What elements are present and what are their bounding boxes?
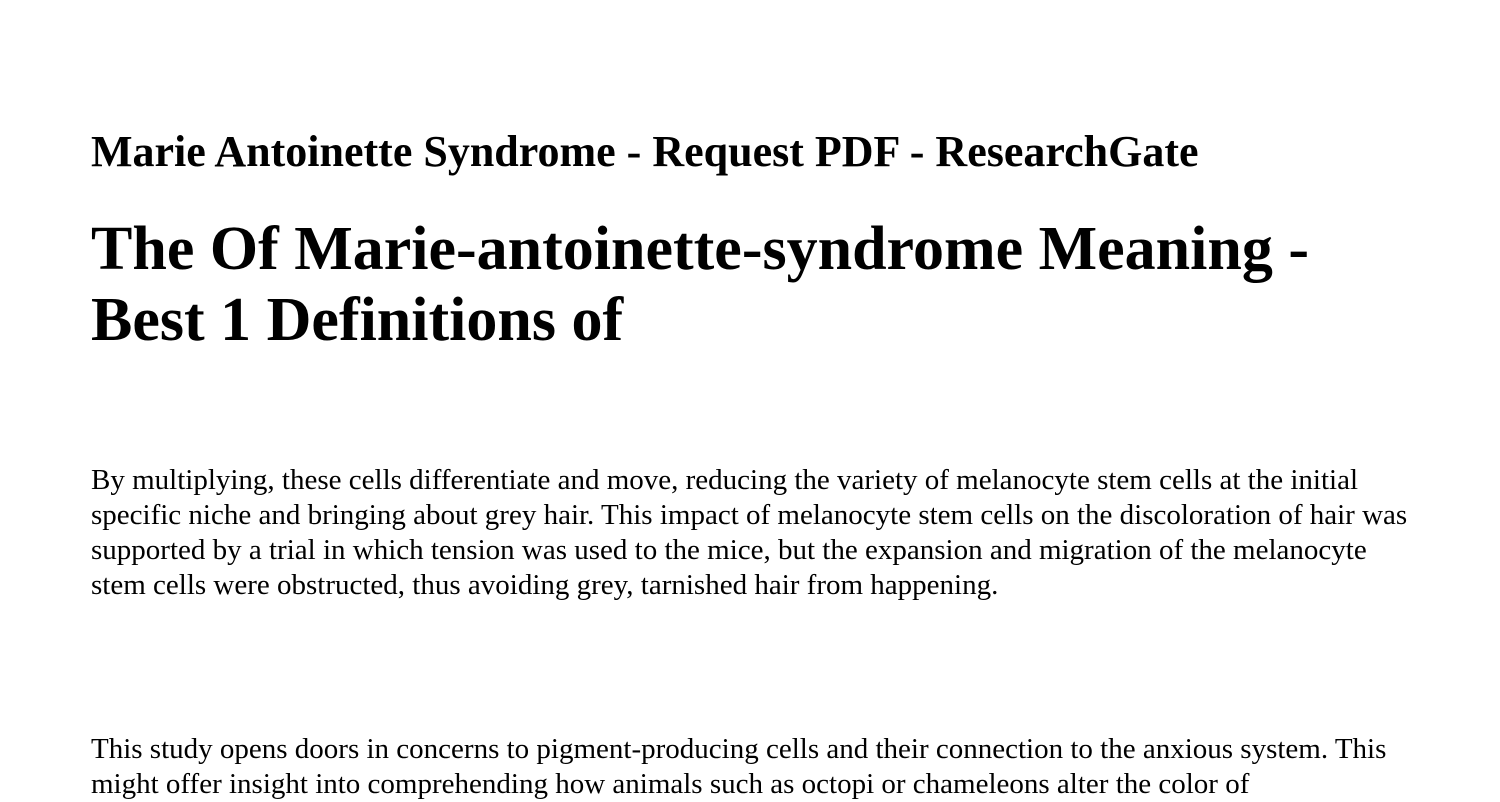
paragraph: This study opens doors in concerns to pigment-producing cells and their connection to the anxious system. This might offer insight into comprehending how animals such as octopi or chameleons alter the color of [91,733,1387,800]
document-title: The Of Marie-antoinette-syndrome Meaning - Best 1 Definitions of [91,215,1309,354]
document-subtitle: Marie Antoinette Syndrome - Request PDF - ResearchGate [91,127,1199,176]
paragraph: By multiplying, these cells differentiate and move, reducing the variety of melanocyte stem cells at the initial specific niche and bringing about grey hair. This impact of melanocyte stem cells on the discoloration of hair was supported by a trial in which tension was used to the mice, but the expansion and migration of the melanocyte stem cells were obstructed, thus avoiding grey, tarnished hair from happening. [91,464,1408,601]
